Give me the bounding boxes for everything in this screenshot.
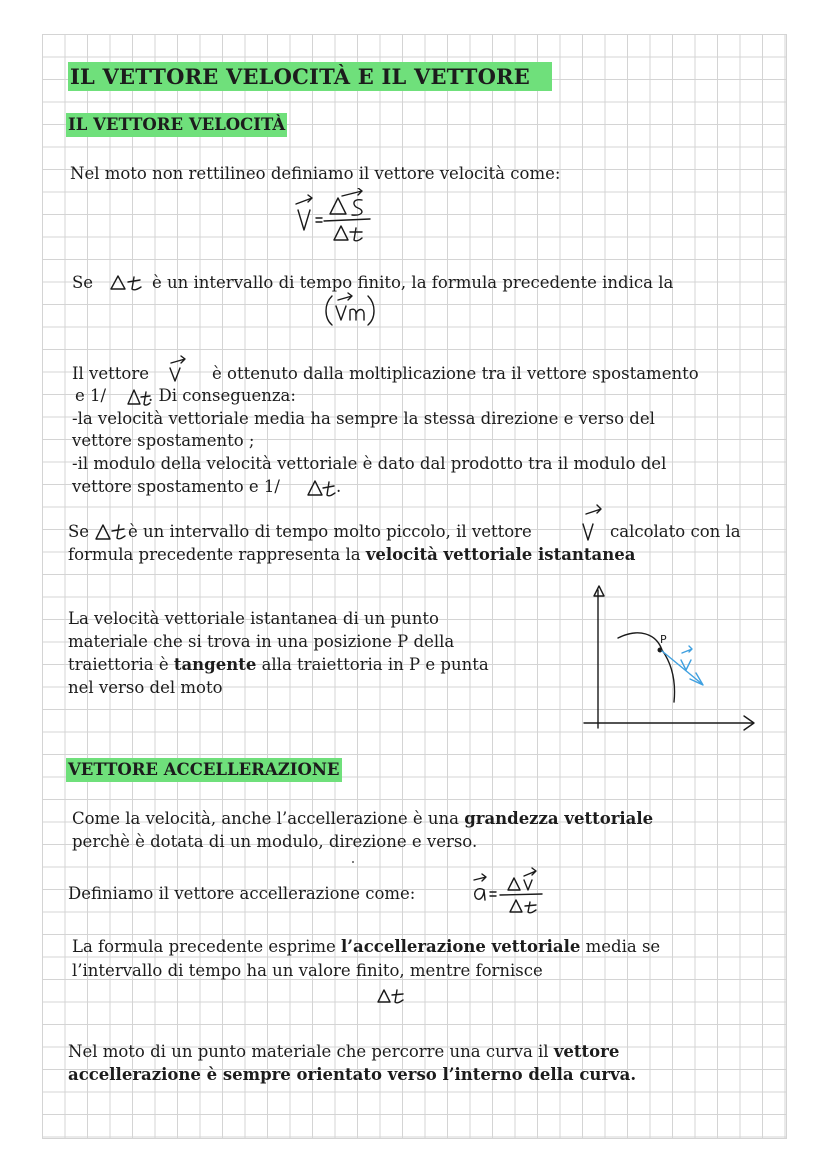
p5-l3-rest: alla traiettoria in P e punta [256,655,489,674]
pen-dot [352,861,354,863]
acc-p1-l1 [72,808,653,831]
acc-p1-l1-normal: Come la velocità, anche l’accellerazione è una [72,809,465,828]
acceleration-formula-handwritten [470,866,548,916]
se-text: è un intervallo di tempo finito, la formula precedente indica la [152,273,674,292]
p5-l3 [68,654,489,677]
delta-t-symbol [376,986,406,1006]
point-p-label: P [660,633,667,646]
acc-p1-l1-bold: grandezza vettoriale [464,809,654,828]
p3-l5: -il modulo della velocità vettoriale è dato dal prodotto tra il modulo del [72,454,667,473]
p3-l1-rest: è ottenuto dalla moltiplicazione tra il vettore spostamento [212,364,699,383]
p5-l3-normal: traiettoria è [68,655,174,674]
vm-symbol-handwritten [324,292,376,328]
acc-p3-l1-normal: La formula precedente esprime [72,937,342,956]
acc-p3-l1-rest: media se [580,937,661,956]
v-vector-symbol [580,502,608,544]
delta-t-symbol [305,476,337,500]
p4-l2-normal: formula precedente rappresenta la [68,545,366,564]
p5-l4: nel verso del moto [68,678,223,697]
p3-l6-prefix: vettore spostamento e 1/ [72,477,280,496]
y-axis-arrow [594,586,604,596]
acc-p3-l1-bold: l’accellerazione vettoriale [341,937,581,956]
page-title: IL VETTORE VELOCITÀ E IL VETTORE [68,62,552,91]
p3-l1-prefix: Il vettore [72,364,149,383]
p4-prefix: Se [68,522,90,541]
velocity-v-arrow [682,646,692,653]
p3-l4: vettore spostamento ; [72,431,255,450]
p3-l2-prefix: e 1/ [75,386,107,405]
acc-p4-l1 [68,1041,619,1064]
p5-l1: La velocità vettoriale istantanea di un punto [68,609,439,628]
p5-l2: materiale che si trova in una posizione P della [68,632,455,651]
p4-mid: è un intervallo di tempo molto piccolo, il vettore [128,522,532,541]
acc-p4-l2-bold: accellerazione è sempre orientato verso l’interno della curva. [68,1065,637,1084]
acc-p4-l2 [68,1064,636,1087]
delta-t-symbol [108,272,144,294]
acc-p4-l1-normal: Nel moto di un punto materiale che percorre una curva il [68,1042,554,1061]
se-prefix: Se [72,273,94,292]
p3-l6-suffix: . [336,477,342,496]
section-heading-acceleration: VETTORE ACCELLERAZIONE [66,758,342,782]
acc-p1-l2: perchè è dotata di un modulo, direzione e verso. [72,832,478,851]
p3-l3: -la velocità vettoriale media ha sempre la stessa direzione e verso del [72,409,655,428]
trajectory-graph [578,578,768,750]
acc-p3-l1 [72,936,660,959]
acc-p3-l2: l’intervallo di tempo ha un valore finito, mentre fornisce [72,961,543,980]
v-vector-symbol [165,354,193,384]
p4-end: calcolato con la [610,522,741,541]
delta-t-symbol [93,520,127,544]
acc-p2: Definiamo il vettore accellerazione come: [68,884,416,903]
acc-p4-l1-bold: vettore [553,1042,620,1061]
p4-l2-bold: velocità vettoriale istantanea [365,545,636,564]
p4-l2 [68,544,635,567]
velocity-vector-arrow [662,651,702,684]
section-heading-velocity: IL VETTORE VELOCITÀ [66,113,287,137]
velocity-formula-handwritten [290,188,380,250]
p5-l3-bold: tangente [173,655,257,674]
p3-l2-rest: . Di conseguenza: [148,386,296,405]
velocity-intro: Nel moto non rettilineo definiamo il vettore velocità come: [70,164,561,183]
point-p [658,648,663,653]
